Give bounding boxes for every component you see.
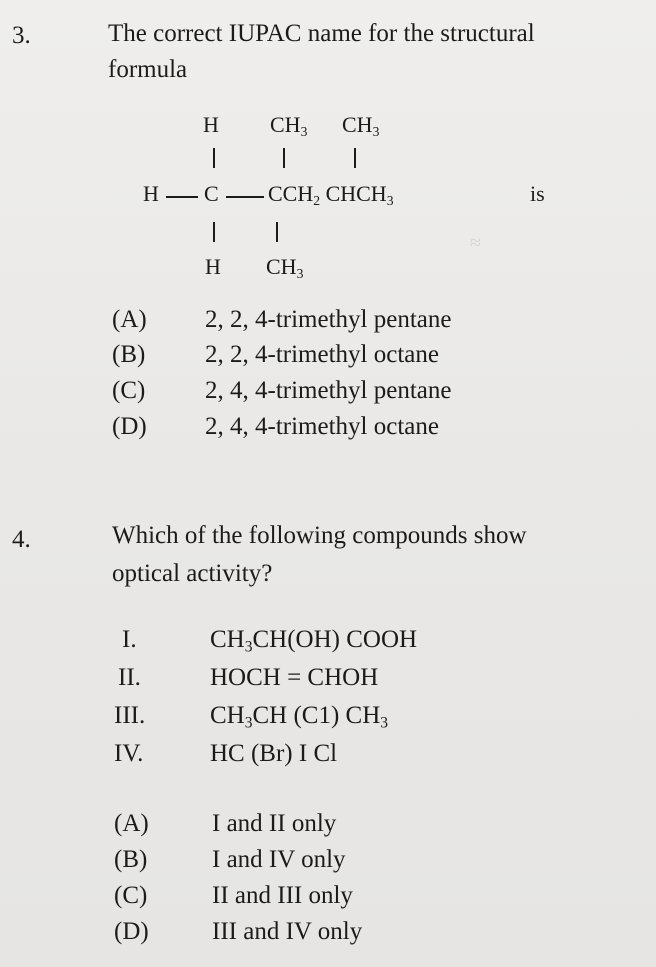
bond-c-top-h	[213, 148, 215, 168]
struct-center-c: C	[204, 181, 219, 206]
q3-text-line2: formula	[108, 56, 188, 83]
q4-option-c-text: II and III only	[212, 882, 353, 909]
compound-iii-label: III.	[114, 702, 146, 729]
q3-option-a-text: 2, 2, 4-trimethyl pentane	[205, 306, 452, 333]
struct-main-chain: $CCH_2$ $CHCH_3$	[268, 181, 394, 208]
struct-top-ch3-a: $CH_3$	[270, 112, 308, 139]
q3-text-line1: The correct IUPAC name for the structural	[108, 20, 535, 47]
q4-option-a-text: I and II only	[212, 810, 337, 837]
q4-text-line2: optical activity?	[112, 560, 273, 587]
bleed-through-mark: ≈	[470, 232, 481, 254]
compound-ii-label: II.	[118, 664, 141, 691]
bond-c4-top-ch3	[354, 148, 356, 168]
compound-iii-formula: $CH_3CH$ (C1) $CH_3$	[210, 702, 389, 732]
q3-option-b-label: (B)	[112, 341, 146, 368]
q4-option-d-text: III and IV only	[212, 918, 363, 945]
q3-option-c-text: 2, 4, 4-trimethyl pentane	[205, 377, 452, 404]
q3-is-text: is	[530, 181, 545, 206]
compound-i-formula: $CH_3CH(OH)$ COOH	[210, 626, 418, 656]
q4-option-d-label: (D)	[114, 918, 149, 945]
q4-option-b-text: I and IV only	[212, 846, 346, 873]
struct-top-ch3-b: $CH_3$	[342, 112, 380, 139]
struct-left-h: H	[143, 181, 159, 206]
q4-option-c-label: (C)	[114, 882, 148, 909]
q4-number: 4.	[12, 526, 31, 553]
q3-option-a-label: (A)	[112, 306, 147, 333]
struct-bottom-ch3: $CH_3$	[266, 254, 304, 281]
q3-number: 3.	[12, 22, 31, 49]
q4-option-a-label: (A)	[114, 810, 149, 837]
bond-h-c	[166, 196, 198, 198]
q3-option-c-label: (C)	[112, 377, 146, 404]
q4-text-line1: Which of the following compounds show	[112, 522, 527, 549]
compound-iv-formula: HC (Br) I Cl	[210, 740, 338, 767]
struct-top-h: H	[203, 112, 219, 137]
bond-c2-bottom-ch3	[276, 222, 278, 242]
compound-iv-label: IV.	[114, 740, 144, 767]
compound-i-label: I.	[122, 626, 137, 653]
bond-c-bottom-h	[213, 222, 215, 242]
q4-option-b-label: (B)	[114, 846, 148, 873]
compound-ii-formula: HOCH = CHOH	[210, 664, 379, 691]
q3-option-b-text: 2, 2, 4-trimethyl octane	[205, 341, 439, 368]
struct-bottom-h: H	[205, 254, 221, 279]
bond-c-c	[226, 196, 264, 198]
bond-c2-top-ch3	[283, 148, 285, 168]
q3-option-d-label: (D)	[112, 413, 147, 440]
q3-option-d-text: 2, 4, 4-trimethyl octane	[205, 413, 439, 440]
